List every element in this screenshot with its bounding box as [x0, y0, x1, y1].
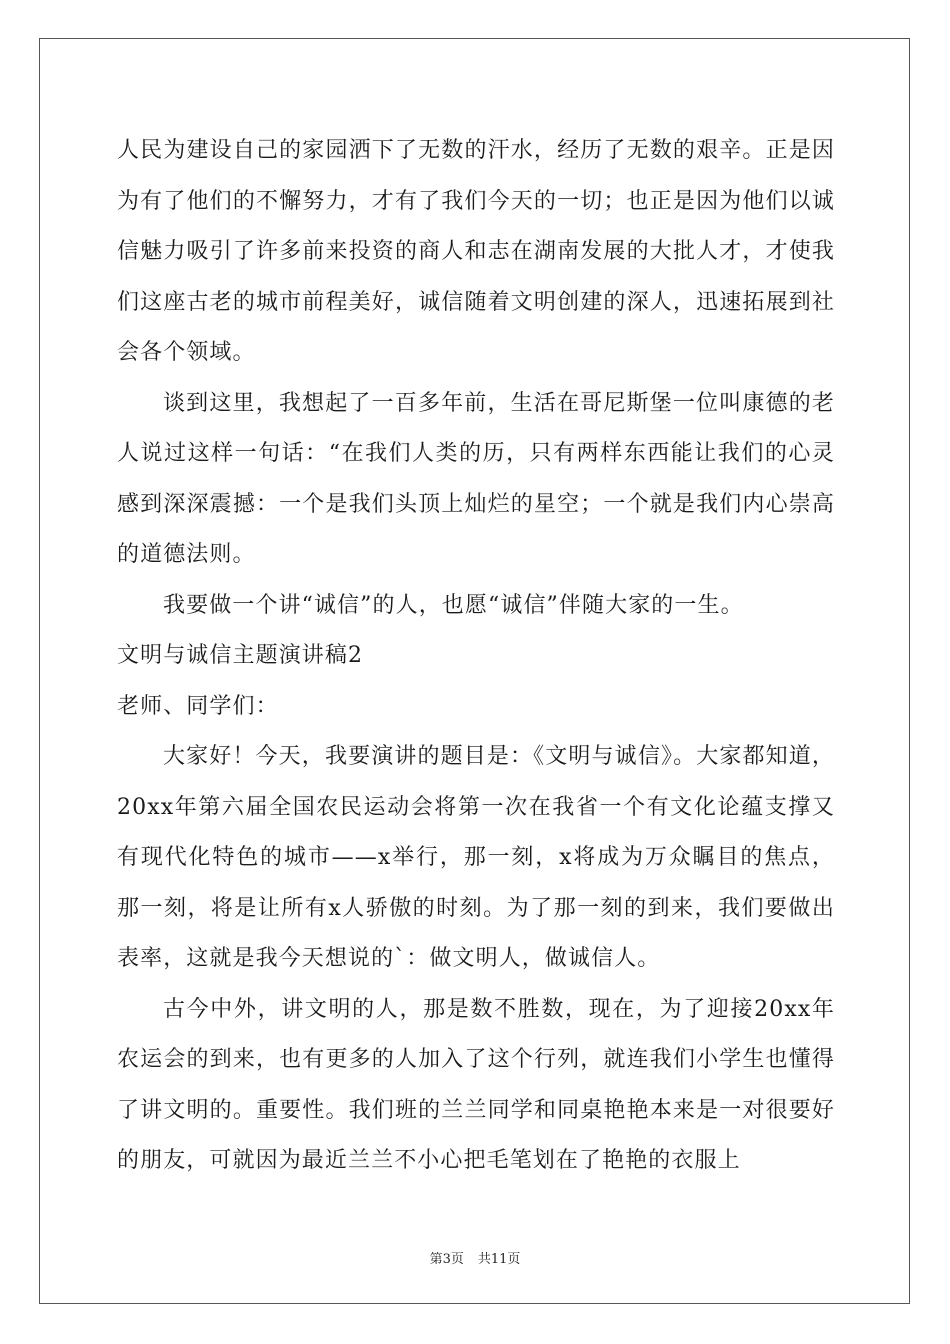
section-title: 文明与诚信主题演讲稿2 — [117, 643, 364, 668]
page-total: 共11页 — [477, 1252, 521, 1267]
paragraph-2: 谈到这里，我想起了一百多年前，生活在哥尼斯堡一位叫康德的老人说过这样一句话：“在我们人类的历，只有两样东西能让我们的心灵感到深深震撼：一个是我们头顶上灿烂的星空；一个就是我们内心崇高的道德法则。 — [117, 390, 835, 567]
paragraph-4: 大家好！今天，我要演讲的题目是：《文明与诚信》。大家都知道，20xx年第六届全国农民运动会将第一次在我省一个有文化论蕴支撑又有现代化特色的城市——x举行，那一刻，x将成为万众瞩目的焦点，那一刻，将是让所有x人骄傲的时刻。为了那一刻的到来，我们要做出表率，这就是我今天想说的`：做文明人，做诚信人。 — [117, 744, 835, 971]
paragraph-3: 我要做一个讲“诚信”的人，也愿“诚信”伴随大家的一生。 — [163, 592, 744, 618]
paragraph-1: 人民为建设自己的家园洒下了无数的汗水，经历了无数的艰辛。正是因为有了他们的不懈努力，才有了我们今天的一切；也正是因为他们以诚信魅力吸引了许多前来投资的商人和志在湖南发展的大批人才，才使我们这座古老的城市前程美好，诚信随着文明创建的深人，迅速拓展到社会各个领域。 — [117, 138, 835, 365]
page-footer — [0, 1248, 950, 1267]
salutation: 老师、同学们： — [117, 693, 279, 719]
document-body — [117, 126, 835, 1187]
page-number: 第3页 — [429, 1252, 464, 1267]
paragraph-5: 古今中外，讲文明的人，那是数不胜数，现在，为了迎接20xx年农运会的到来，也有更多的人加入了这个行列，就连我们小学生也懂得了讲文明的。重要性。我们班的兰兰同学和同桌艳艳本来是一对很要好的朋友，可就因为最近兰兰不小心把毛笔划在了艳艳的衣服上 — [117, 996, 835, 1173]
